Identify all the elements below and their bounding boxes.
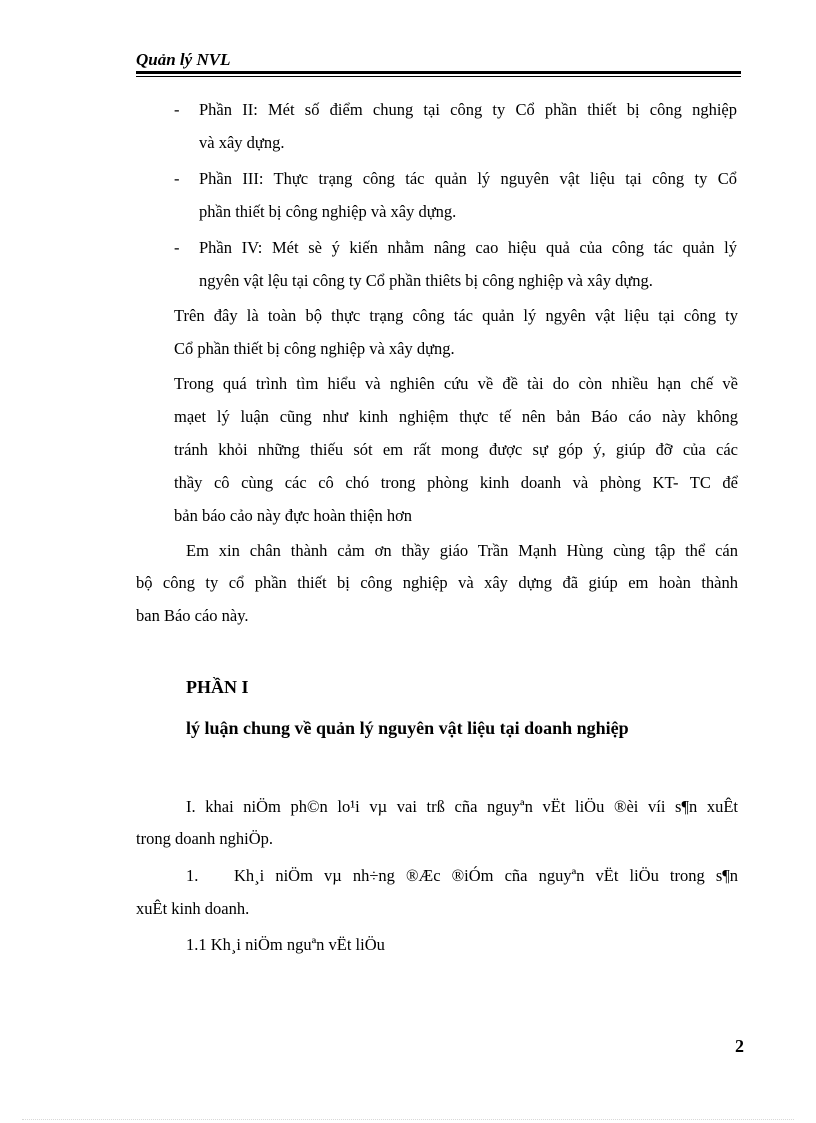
paragraph-line: thầy cô cùng các cô chó trong phòng kinh doanh và phòng KT- TC để bbox=[174, 473, 738, 492]
paragraph-line: bản báo cảo này đực hoàn thiện hơn bbox=[174, 506, 413, 525]
list-item-marker: - bbox=[174, 100, 180, 119]
list-item-line: phần thiết bị công nghiệp và xây dựng. bbox=[199, 202, 457, 221]
header-rule-thick bbox=[136, 71, 741, 74]
paragraph-line: ban Báo cáo này. bbox=[136, 606, 249, 625]
list-item-marker: - bbox=[174, 238, 180, 257]
list-item-line: Phần III: Thực trạng công tác quản lý nguyên vật liệu tại công ty Cổ bbox=[199, 169, 737, 188]
paragraph-line: tránh khỏi những thiếu sót em rất mong được sự góp ý, giúp đỡ của các bbox=[174, 440, 738, 459]
list-item-line: Phần IV: Mét sè ý kiến nhằm nâng cao hiệu quả của công tác quản lý bbox=[199, 238, 737, 257]
paragraph-line: Trên đây là toàn bộ thực trạng công tác quản lý ngyên vật liệu tại công ty bbox=[174, 306, 738, 325]
list-item-marker: - bbox=[174, 169, 180, 188]
header-rule-thin bbox=[136, 76, 741, 77]
paragraph-line: bộ công ty cổ phần thiết bị công nghiệp và xây dựng đã giúp em hoàn thành bbox=[136, 573, 738, 592]
footer-divider bbox=[22, 1119, 794, 1120]
paragraph-line: 1.1 Kh¸i niÖm nguªn vËt liÖu bbox=[186, 935, 385, 954]
page-number: 2 bbox=[735, 1036, 744, 1056]
paragraph-line: Kh¸i niÖm vµ nh÷ng ®Æc ®iÓm cña nguyªn vËt liÖu trong s¶n bbox=[234, 866, 738, 885]
paragraph-line: xuÊt kinh doanh. bbox=[136, 899, 250, 918]
section-title: lý luận chung về quản lý nguyên vật liệu tại doanh nghiệp bbox=[186, 718, 629, 738]
list-item-line: Phần II: Mét số điểm chung tại công ty Cổ phần thiết bị công nghiệp bbox=[199, 100, 737, 119]
paragraph-line: mạet lý luận cũng như kinh nghiệm thực tế nên bản Báo cáo này không bbox=[174, 407, 738, 426]
paragraph-line: Trong quá trình tìm hiểu và nghiên cứu về đề tài do còn nhiều hạn chế về bbox=[174, 374, 738, 393]
list-item-line: và xây dựng. bbox=[199, 133, 285, 152]
paragraph-line: trong doanh nghiÖp. bbox=[136, 829, 274, 848]
running-header-title: Quản lý NVL bbox=[136, 50, 231, 69]
paragraph-line: Em xin chân thành cảm ơn thầy giáo Trần Mạnh Hùng cùng tập thể cán bbox=[186, 541, 738, 560]
paragraph-line: I. khai niÖm ph©n lo¹i vµ vai trß cña nguyªn vËt liÖu ®èi víi s¶n xuÊt bbox=[186, 797, 738, 816]
list-item-line: ngyên vật lệu tại công ty Cổ phần thiêts bị công nghiệp và xây dựng. bbox=[199, 271, 653, 290]
item-number: 1. bbox=[186, 866, 199, 885]
section-label: PHẦN I bbox=[186, 677, 249, 697]
paragraph-line: Cổ phần thiết bị công nghiệp và xây dựng. bbox=[174, 339, 455, 358]
